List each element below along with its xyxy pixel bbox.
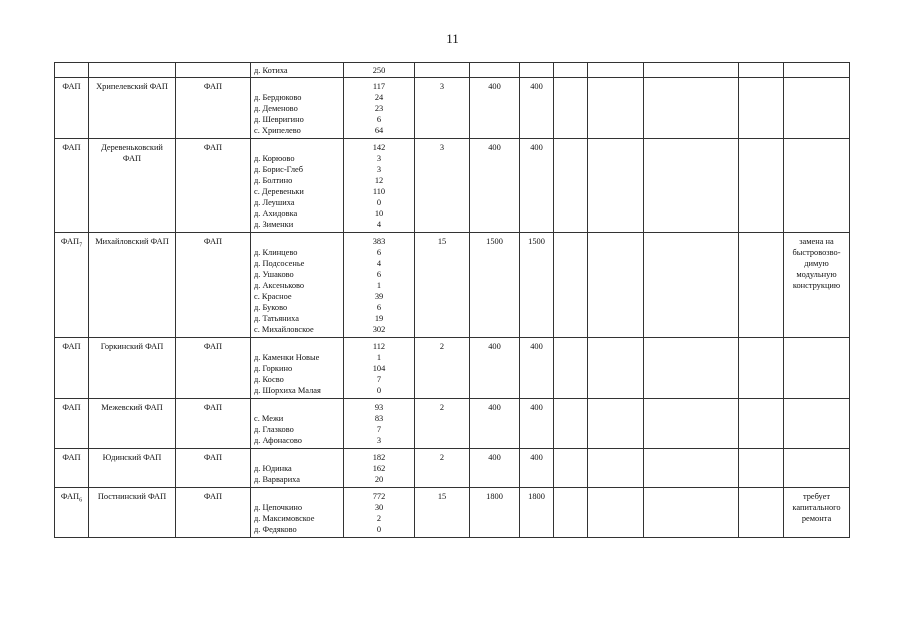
settlement-population: 2	[376, 514, 382, 523]
settlement-name: д. Леушиха	[254, 198, 295, 207]
population-total: 142	[372, 143, 386, 152]
note-cell: требует капитального ремонта	[784, 488, 850, 538]
population-total: 182	[372, 453, 386, 462]
table-row	[55, 449, 850, 488]
value-cell-2: 400	[470, 78, 520, 139]
table-row	[55, 338, 850, 399]
population-cell	[344, 78, 415, 139]
facility-kind-cell: ФАП	[176, 488, 251, 538]
value-cell-3: 1800	[520, 488, 554, 538]
settlement-population: 0	[376, 525, 382, 534]
facility-kind-cell: ФАП	[176, 233, 251, 338]
settlement-name: д. Афонасово	[254, 436, 302, 445]
settlement-name: д. Аксеньково	[254, 281, 305, 290]
settlement-name: с. Деревеньки	[254, 187, 304, 196]
settlements-cell	[251, 449, 344, 488]
settlement-name: с. Межи	[254, 414, 284, 423]
settlement-population: 20	[374, 475, 384, 484]
value-cell-1: 2	[415, 399, 470, 449]
table-row	[55, 488, 850, 538]
table-row	[55, 399, 850, 449]
value-cell-2: 400	[470, 338, 520, 399]
empty-cell-a	[554, 449, 588, 488]
facilities-table	[54, 62, 850, 538]
settlement-population: 3	[376, 436, 382, 445]
empty-cell-a	[554, 488, 588, 538]
settlement-name: д. Каменки Новые	[254, 353, 320, 362]
value-cell-1: 2	[415, 338, 470, 399]
value-cell-2: 400	[470, 449, 520, 488]
facility-type-cell	[55, 449, 89, 488]
settlement-population: 7	[376, 425, 382, 434]
settlement-population: 302	[372, 325, 386, 334]
settlement-name: д. Шорхиха Малая	[254, 386, 321, 395]
table-row	[55, 63, 850, 78]
settlement-population: 23	[374, 104, 384, 113]
value-cell-2: 400	[470, 399, 520, 449]
population-cell: 250	[344, 63, 415, 78]
settlement-population: 0	[376, 198, 382, 207]
empty-cell-c	[644, 338, 739, 399]
value-cell-1: 15	[415, 233, 470, 338]
empty-cell-b	[588, 399, 644, 449]
population-total: 117	[372, 82, 386, 91]
settlement-population: 1	[376, 281, 382, 290]
settlement-population: 110	[372, 187, 386, 196]
facility-type: ФАП	[62, 453, 81, 462]
value-cell-1: 3	[415, 139, 470, 233]
settlement-name: д. Корюово	[254, 154, 295, 163]
empty-cell-a	[554, 139, 588, 233]
value-cell-3: 400	[520, 139, 554, 233]
value-cell-3: 400	[520, 78, 554, 139]
settlement-name: д. Буково	[254, 303, 288, 312]
facility-type-index: 6	[79, 497, 83, 504]
population-total: 112	[372, 342, 386, 351]
facility-type-cell	[55, 399, 89, 449]
settlement-name: д. Деменово	[254, 104, 298, 113]
facility-name-cell: Горкинский ФАП	[89, 338, 176, 399]
facility-type: ФАП	[62, 143, 81, 152]
facility-type: ФАП	[60, 492, 80, 501]
settlement-name: д. Горкино	[254, 364, 293, 373]
value-cell-1: 15	[415, 488, 470, 538]
settlement-population: 104	[372, 364, 386, 373]
settlement-population: 4	[376, 259, 382, 268]
value-cell-3: 1500	[520, 233, 554, 338]
settlement-population: 39	[374, 292, 384, 301]
settlements-cell	[251, 488, 344, 538]
population-total: 93	[374, 403, 384, 412]
settlement-name: д. Варвариха	[254, 475, 300, 484]
value-cell-1: 2	[415, 449, 470, 488]
settlements-cell	[251, 338, 344, 399]
population-cell	[344, 399, 415, 449]
note-cell	[784, 139, 850, 233]
settlement-population: 0	[376, 386, 382, 395]
note-cell	[784, 399, 850, 449]
facility-name-cell: Хрипелевский ФАП	[89, 78, 176, 139]
settlement-name: д. Татьяниха	[254, 314, 299, 323]
settlement-name: д. Цепочкино	[254, 503, 303, 512]
value-cell-3: 400	[520, 449, 554, 488]
facility-kind-cell: ФАП	[176, 449, 251, 488]
note-cell	[784, 78, 850, 139]
settlement-name: с. Михайловское	[254, 325, 314, 334]
settlement-population: 30	[374, 503, 384, 512]
table-row	[55, 233, 850, 338]
settlement-name: д. Зименки	[254, 220, 294, 229]
population-cell	[344, 449, 415, 488]
facility-name-cell: Постнинский ФАП	[89, 488, 176, 538]
settlement-population: 10	[374, 209, 384, 218]
facility-kind-cell: ФАП	[176, 338, 251, 399]
empty-cell-d	[739, 233, 784, 338]
empty-cell-d	[739, 449, 784, 488]
empty-cell-c	[644, 78, 739, 139]
table-row	[55, 139, 850, 233]
population-total: 772	[372, 492, 386, 501]
note-cell: замена на быстровозво-димую модульную конструкцию	[784, 233, 850, 338]
settlement-name: д. Шевригино	[254, 115, 304, 124]
settlement-name: д. Глазково	[254, 425, 294, 434]
facility-type-cell	[55, 233, 89, 338]
settlement-name: д. Ушаково	[254, 270, 294, 279]
empty-cell-b	[588, 488, 644, 538]
facility-type: ФАП	[60, 237, 80, 246]
facility-name-cell: Михайловский ФАП	[89, 233, 176, 338]
facility-name-cell: Межевский ФАП	[89, 399, 176, 449]
empty-cell-a	[554, 338, 588, 399]
value-cell-3: 400	[520, 338, 554, 399]
empty-cell-b	[588, 449, 644, 488]
settlement-name: д. Максимовское	[254, 514, 315, 523]
settlement-population: 4	[376, 220, 382, 229]
value-cell-2: 1500	[470, 233, 520, 338]
settlement-population: 162	[372, 464, 386, 473]
settlement-name: с. Хрипелево	[254, 126, 301, 135]
facility-kind-cell: ФАП	[176, 78, 251, 139]
population-cell	[344, 338, 415, 399]
population-cell	[344, 233, 415, 338]
settlement-name: д. Клинцево	[254, 248, 298, 257]
facility-kind-cell: ФАП	[176, 399, 251, 449]
empty-cell-b	[588, 338, 644, 399]
facility-type: ФАП	[62, 403, 81, 412]
settlement-population: 1	[376, 353, 382, 362]
note-cell	[784, 338, 850, 399]
facility-type: ФАП	[62, 82, 81, 91]
facility-type-cell	[55, 338, 89, 399]
empty-cell-a	[554, 233, 588, 338]
settlement-population: 83	[374, 414, 384, 423]
settlement-population: 6	[376, 248, 382, 257]
table-row	[55, 78, 850, 139]
empty-cell-b	[588, 78, 644, 139]
empty-cell-c	[644, 233, 739, 338]
empty-cell-d	[739, 399, 784, 449]
settlement-name: д. Косво	[254, 375, 284, 384]
population-cell	[344, 139, 415, 233]
settlement-population: 24	[374, 93, 384, 102]
value-cell-2: 400	[470, 139, 520, 233]
facility-type-cell	[55, 488, 89, 538]
facility-type-index: 7	[79, 242, 83, 249]
settlements-cell	[251, 399, 344, 449]
empty-cell-c	[644, 399, 739, 449]
settlement-name: д. Ахидовка	[254, 209, 298, 218]
value-cell-3: 400	[520, 399, 554, 449]
settlements-cell	[251, 78, 344, 139]
settlement-population: 3	[376, 154, 382, 163]
settlements-cell	[251, 139, 344, 233]
settlement-population: 19	[374, 314, 384, 323]
empty-cell-c	[644, 449, 739, 488]
settlement-name: д. Юдинка	[254, 464, 292, 473]
empty-cell-d	[739, 488, 784, 538]
facility-kind-cell: ФАП	[176, 139, 251, 233]
settlement-population: 12	[374, 176, 384, 185]
settlement-population: 3	[376, 165, 382, 174]
empty-cell-a	[554, 399, 588, 449]
settlement-cell: д. Котиха	[251, 63, 344, 78]
settlement-name: с. Красное	[254, 292, 292, 301]
settlement-name: д. Федяково	[254, 525, 297, 534]
empty-cell-d	[739, 338, 784, 399]
settlement-population: 6	[376, 115, 382, 124]
empty-cell-c	[644, 139, 739, 233]
population-total: 383	[372, 237, 386, 246]
value-cell-1: 3	[415, 78, 470, 139]
settlement-population: 6	[376, 303, 382, 312]
empty-cell-b	[588, 233, 644, 338]
settlements-cell	[251, 233, 344, 338]
page-number: 11	[446, 31, 459, 46]
settlement-name: д. Подсосенье	[254, 259, 305, 268]
facility-type-cell	[55, 139, 89, 233]
empty-cell-c	[644, 488, 739, 538]
empty-cell-d	[739, 78, 784, 139]
empty-cell-b	[588, 139, 644, 233]
value-cell-2: 1800	[470, 488, 520, 538]
settlement-name: д. Болтино	[254, 176, 293, 185]
facility-type-cell	[55, 78, 89, 139]
note-cell	[784, 449, 850, 488]
population-cell	[344, 488, 415, 538]
facility-name-cell: Деревеньковский ФАП	[89, 139, 176, 233]
facility-type: ФАП	[62, 342, 81, 351]
settlement-population: 64	[374, 126, 384, 135]
settlement-population: 6	[376, 270, 382, 279]
empty-cell-d	[739, 139, 784, 233]
settlement-name: д. Бердюково	[254, 93, 302, 102]
settlement-name: д. Борис-Глеб	[254, 165, 303, 174]
settlement-population: 7	[376, 375, 382, 384]
empty-cell-a	[554, 78, 588, 139]
facility-name-cell: Юдинский ФАП	[89, 449, 176, 488]
